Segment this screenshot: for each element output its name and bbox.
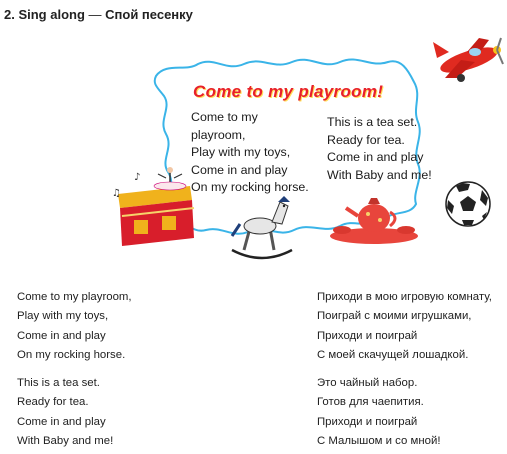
song-title: Come to my playroom! [193, 82, 384, 101]
english-stanza-2 [17, 374, 113, 451]
rocking-horse-icon [232, 196, 292, 258]
svg-text:♪: ♪ [134, 172, 141, 183]
exercise-heading [4, 7, 193, 22]
english-line: On my rocking horse. [17, 348, 126, 361]
picture-verse-1 [191, 109, 309, 197]
russian-line: Это чайный набор. [317, 377, 418, 389]
russian-line: Приходи и поиграй [317, 415, 418, 428]
verse-line: Play with my toys, [191, 145, 291, 159]
english-stanza-1 [17, 288, 132, 365]
russian-stanza-1 [317, 288, 492, 365]
english-line: This is a tea set. [17, 377, 100, 389]
english-line: Come to my playroom, [17, 291, 132, 303]
picture-verse-2 [327, 114, 432, 184]
exercise-number: 2. Sing along [4, 7, 85, 22]
svg-text:♫: ♫ [112, 188, 121, 199]
verse-line: Come in and play [191, 162, 288, 177]
heading-dash: — [84, 7, 106, 22]
russian-line: Поиграй с моими игрушками, [317, 310, 472, 323]
english-line: Come in and play [17, 329, 106, 342]
english-line: Ready for tea. [17, 396, 89, 409]
russian-line: С Малышом и со мной! [317, 434, 441, 447]
verse-line: Come to my [191, 110, 258, 124]
verse-line: This is a tea set. [327, 115, 418, 129]
tea-set-icon [330, 198, 418, 244]
russian-line: Приходи в мою игровую комнату, [317, 291, 492, 303]
music-box-icon [112, 167, 194, 246]
english-line: Play with my toys, [17, 310, 109, 323]
english-line: With Baby and me! [17, 434, 114, 447]
russian-line: Готов для чаепития. [317, 396, 424, 409]
verse-line: On my rocking horse. [191, 180, 309, 194]
verse-line: playroom, [191, 127, 246, 142]
russian-line: С моей скачущей лошадкой. [317, 348, 469, 361]
verse-line: With Baby and me! [327, 167, 432, 182]
airplane-icon [433, 38, 503, 82]
exercise-title-russian: Спой песенку [105, 7, 193, 22]
english-line: Come in and play [17, 415, 106, 428]
verse-line: Ready for tea. [327, 132, 405, 147]
verse-line: Come in and play [327, 150, 424, 164]
russian-stanza-2 [317, 374, 440, 451]
russian-line: Приходи и поиграй [317, 329, 418, 342]
soccer-ball-icon [446, 182, 490, 226]
